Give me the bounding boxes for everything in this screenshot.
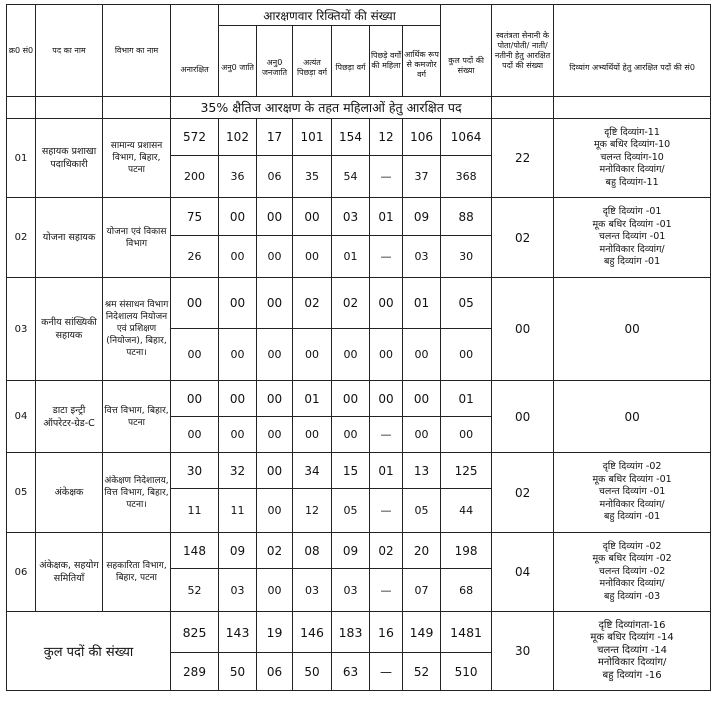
cell-ews-women: 03: [403, 236, 441, 278]
cell-bc-women-row: 01: [332, 236, 370, 278]
post-name: अंकेक्षक, सहयोग समितियाँ: [36, 533, 103, 612]
cell-total: 01: [441, 381, 492, 417]
cell-st-women: 00: [257, 489, 293, 533]
header-bc-women: पिछड़े वर्गों की महिला: [370, 26, 403, 97]
cell-unreserved-women: 11: [171, 489, 219, 533]
total-ebc-women: 50: [293, 653, 332, 691]
cell-unreserved-women: 52: [171, 569, 219, 612]
divyang-line: बहु दिव्यांग -16: [602, 669, 662, 681]
divyang-line: मूक बधिर दिव्यांग -01: [592, 218, 672, 230]
cell-ebc: 34: [293, 453, 332, 489]
row-sno: 03: [7, 278, 36, 381]
cell-bc: 154: [332, 119, 370, 156]
header-bc: पिछड़ा वर्ग: [332, 26, 370, 97]
cell-unreserved: 00: [171, 278, 219, 329]
row-sno: 01: [7, 119, 36, 198]
cell-sc-women: 36: [219, 156, 257, 198]
total-bc: 183: [332, 612, 370, 653]
cell-bc-women-row: 00: [332, 417, 370, 453]
cell-st: 00: [257, 453, 293, 489]
post-name: सहायक प्रशाखा पदाधिकारी: [36, 119, 103, 198]
cell-sc: 00: [219, 278, 257, 329]
total-bc-women: 16: [370, 612, 403, 653]
post-name: योजना सहायक: [36, 198, 103, 278]
cell-ews-women: 00: [403, 329, 441, 381]
divyang-line: दृष्टि दिव्यांग -01: [602, 206, 662, 218]
total-sc: 143: [219, 612, 257, 653]
cell-bcw-women: —: [370, 489, 403, 533]
cell-sc: 09: [219, 533, 257, 569]
post-name: डाटा इन्ट्री ऑपरेटर-ग्रेड-C: [36, 381, 103, 453]
dept-name: श्रम संसाधन विभाग निदेशालय नियोजन एवं प्रशिक्षण (नियोजन), बिहार, पटना।: [103, 278, 171, 381]
total-bc-women-row: 63: [332, 653, 370, 691]
cell-bcw-women: —: [370, 156, 403, 198]
divyang-line: चलन्त दिव्यांग -02: [598, 565, 666, 577]
cell-total-women: 44: [441, 489, 492, 533]
dept-name: अंकेक्षण निदेशालय, वित्त विभाग, बिहार, पटना।: [103, 453, 171, 533]
header-sc: अनु0 जाति: [219, 26, 257, 97]
row-sno: 04: [7, 381, 36, 453]
cell-ews: 01: [403, 278, 441, 329]
divyang-line: चलन्त दिव्यांग-10: [600, 151, 664, 163]
header-st: अनु0 जनजाति: [257, 26, 293, 97]
total-sc-women: 50: [219, 653, 257, 691]
cell-unreserved: 572: [171, 119, 219, 156]
cell-bc: 09: [332, 533, 370, 569]
cell-st-women: 00: [257, 569, 293, 612]
cell-sc: 102: [219, 119, 257, 156]
divyang-cell: 00: [554, 381, 711, 453]
cell-total: 05: [441, 278, 492, 329]
cell-ews-women: 37: [403, 156, 441, 198]
cell-sc-women: 11: [219, 489, 257, 533]
cell-ebc-women: 03: [293, 569, 332, 612]
divyang-line: बहु दिव्यांग-11: [605, 176, 659, 188]
divyang-line: मनोविकार दिव्यांग/: [599, 498, 665, 510]
cell-ews-women: 05: [403, 489, 441, 533]
divyang-line: दृष्टि दिव्यांगता-16: [598, 619, 666, 631]
cell-bcw-women: —: [370, 569, 403, 612]
cell-bc: 15: [332, 453, 370, 489]
cell-sc: 00: [219, 198, 257, 236]
dept-name: योजना एवं विकास विभाग: [103, 198, 171, 278]
header-unreserved: अनारक्षित: [171, 5, 219, 97]
cell-st: 02: [257, 533, 293, 569]
cell-st: 00: [257, 198, 293, 236]
freedom-fighter-count: 02: [492, 198, 554, 278]
total-st-women: 06: [257, 653, 293, 691]
cell-unreserved: 148: [171, 533, 219, 569]
cell-ews-women: 07: [403, 569, 441, 612]
divyang-line: दृष्टि दिव्यांग-11: [604, 126, 660, 138]
total-divyang-cell: [554, 612, 711, 691]
cell-sc: 00: [219, 381, 257, 417]
cell-unreserved-women: 00: [171, 329, 219, 381]
cell-ebc-women: 12: [293, 489, 332, 533]
cell-ews: 13: [403, 453, 441, 489]
cell-unreserved: 75: [171, 198, 219, 236]
cell-st-women: 00: [257, 236, 293, 278]
total-total: 1481: [441, 612, 492, 653]
total-ews: 149: [403, 612, 441, 653]
dept-name: सहकारिता विभाग, बिहार, पटना: [103, 533, 171, 612]
row-sno: 05: [7, 453, 36, 533]
freedom-fighter-count: 04: [492, 533, 554, 612]
header-post-name: पद का नाम: [36, 5, 103, 97]
cell-total-women: 30: [441, 236, 492, 278]
total-total-women: 510: [441, 653, 492, 691]
divyang-line: दृष्टि दिव्यांग -02: [602, 461, 662, 473]
cell-ews-women: 00: [403, 417, 441, 453]
cell-bc-women: 01: [370, 198, 403, 236]
header-divyang: दिव्यांग अभ्यर्थियों हेतु आरक्षित पदों की सं0: [554, 5, 711, 97]
divyang-cell: 00: [554, 278, 711, 381]
post-name: अंकेक्षक: [36, 453, 103, 533]
dept-name: वित्त विभाग, बिहार, पटना: [103, 381, 171, 453]
header-sno: क्र0 सं0: [7, 5, 36, 97]
divyang-line: मनोविकार दिव्यांग/: [599, 243, 665, 255]
divyang-line: मनोविकार दिव्यांग/: [599, 164, 665, 176]
cell-ebc: 101: [293, 119, 332, 156]
dept-name: सामान्य प्रशासन विभाग, बिहार, पटना: [103, 119, 171, 198]
row-sno: 06: [7, 533, 36, 612]
header-dept-name: विभाग का नाम: [103, 5, 171, 97]
cell-unreserved-women: 00: [171, 417, 219, 453]
total-st: 19: [257, 612, 293, 653]
cell-st-women: 00: [257, 329, 293, 381]
cell-st: 17: [257, 119, 293, 156]
cell-bc: 03: [332, 198, 370, 236]
cell-ews: 20: [403, 533, 441, 569]
cell-ews: 09: [403, 198, 441, 236]
cell-total-women: 00: [441, 417, 492, 453]
cell-sc-women: 03: [219, 569, 257, 612]
cell-ebc-women: 00: [293, 417, 332, 453]
cell-sc: 32: [219, 453, 257, 489]
cell-st: 00: [257, 278, 293, 329]
cell-unreserved: 30: [171, 453, 219, 489]
cell-total: 198: [441, 533, 492, 569]
divyang-line: मूक बधिर दिव्यांग -14: [590, 632, 674, 644]
cell-bcw-women: —: [370, 236, 403, 278]
divyang-line: मूक बधिर दिव्यांग-10: [593, 139, 671, 151]
cell-total: 1064: [441, 119, 492, 156]
post-name: कनीय सांख्यिकी सहायक: [36, 278, 103, 381]
cell-bc-women: 00: [370, 381, 403, 417]
cell-bc-women-row: 54: [332, 156, 370, 198]
cell-bc-women-row: 03: [332, 569, 370, 612]
cell-bc-women: 00: [370, 278, 403, 329]
cell-ebc: 02: [293, 278, 332, 329]
row-sno: 02: [7, 198, 36, 278]
divyang-line: चलन्त दिव्यांग -01: [598, 486, 666, 498]
divyang-cell: [554, 119, 711, 198]
total-unreserved: 825: [171, 612, 219, 653]
cell-bc-women: 12: [370, 119, 403, 156]
divyang-line: बहु दिव्यांग -03: [604, 590, 661, 602]
divyang-line: बहु दिव्यांग -01: [604, 511, 661, 523]
freedom-fighter-count: 00: [492, 278, 554, 381]
cell-ebc: 08: [293, 533, 332, 569]
cell-unreserved: 00: [171, 381, 219, 417]
divyang-line: मनोविकार दिव्यांग/: [599, 578, 665, 590]
cell-st: 00: [257, 381, 293, 417]
divyang-line: मूक बधिर दिव्यांग -01: [592, 473, 672, 485]
divyang-line: मनोविकार दिव्यांग/: [597, 657, 667, 669]
total-bcw-women: —: [370, 653, 403, 691]
cell-sc-women: 00: [219, 329, 257, 381]
cell-ews: 00: [403, 381, 441, 417]
total-ews-women: 52: [403, 653, 441, 691]
cell-sc-women: 00: [219, 417, 257, 453]
header-ebc: अत्यंत पिछड़ा वर्ग: [293, 26, 332, 97]
cell-bcw-women: —: [370, 417, 403, 453]
total-freedom-fighter: 30: [492, 612, 554, 691]
cell-unreserved-women: 26: [171, 236, 219, 278]
cell-st-women: 06: [257, 156, 293, 198]
cell-ebc-women: 00: [293, 329, 332, 381]
cell-total: 125: [441, 453, 492, 489]
cell-bc: 02: [332, 278, 370, 329]
vacancy-table: [6, 4, 711, 691]
cell-unreserved-women: 200: [171, 156, 219, 198]
divyang-cell: [554, 533, 711, 612]
divyang-cell: [554, 198, 711, 278]
total-unreserved-women: 289: [171, 653, 219, 691]
cell-ews: 106: [403, 119, 441, 156]
cell-ebc: 00: [293, 198, 332, 236]
cell-st-women: 00: [257, 417, 293, 453]
divyang-line: चलन्त दिव्यांग -14: [597, 644, 668, 656]
divyang-line: मूक बधिर दिव्यांग -02: [592, 553, 672, 565]
freedom-fighter-count: 00: [492, 381, 554, 453]
total-ebc: 146: [293, 612, 332, 653]
cell-ebc-women: 00: [293, 236, 332, 278]
cell-bc-women: 02: [370, 533, 403, 569]
cell-total-women: 00: [441, 329, 492, 381]
header-freedom-fighter: स्वतंत्रता सेनानी के पोता/पोती/ नाती/ नतीनी हेतु आरक्षित पदों की संख्या: [492, 5, 554, 97]
header-ews: आर्थिक रूप से कमजोर वर्ग: [403, 26, 441, 97]
cell-bc-women-row: 05: [332, 489, 370, 533]
cell-bcw-women: 00: [370, 329, 403, 381]
cell-bc: 00: [332, 381, 370, 417]
divyang-line: दृष्टि दिव्यांग -02: [602, 540, 662, 552]
cell-total: 88: [441, 198, 492, 236]
women-reservation-note: 35% क्षैतिज आरक्षण के तहत महिलाओं हेतु आरक्षित पद: [171, 97, 492, 119]
total-label: कुल पदों की संख्या: [7, 612, 171, 691]
cell-sc-women: 00: [219, 236, 257, 278]
cell-ebc: 01: [293, 381, 332, 417]
header-total: कुल पदों की संख्या: [441, 5, 492, 97]
cell-total-women: 68: [441, 569, 492, 612]
divyang-line: चलन्त दिव्यांग -01: [598, 231, 666, 243]
header-reservation-group: आरक्षणवार रिक्तियों की संख्या: [219, 5, 441, 26]
cell-ebc-women: 35: [293, 156, 332, 198]
cell-total-women: 368: [441, 156, 492, 198]
divyang-line: बहु दिव्यांग -01: [604, 256, 661, 268]
divyang-cell: [554, 453, 711, 533]
freedom-fighter-count: 02: [492, 453, 554, 533]
freedom-fighter-count: 22: [492, 119, 554, 198]
cell-bc-women: 01: [370, 453, 403, 489]
cell-bc-women-row: 00: [332, 329, 370, 381]
